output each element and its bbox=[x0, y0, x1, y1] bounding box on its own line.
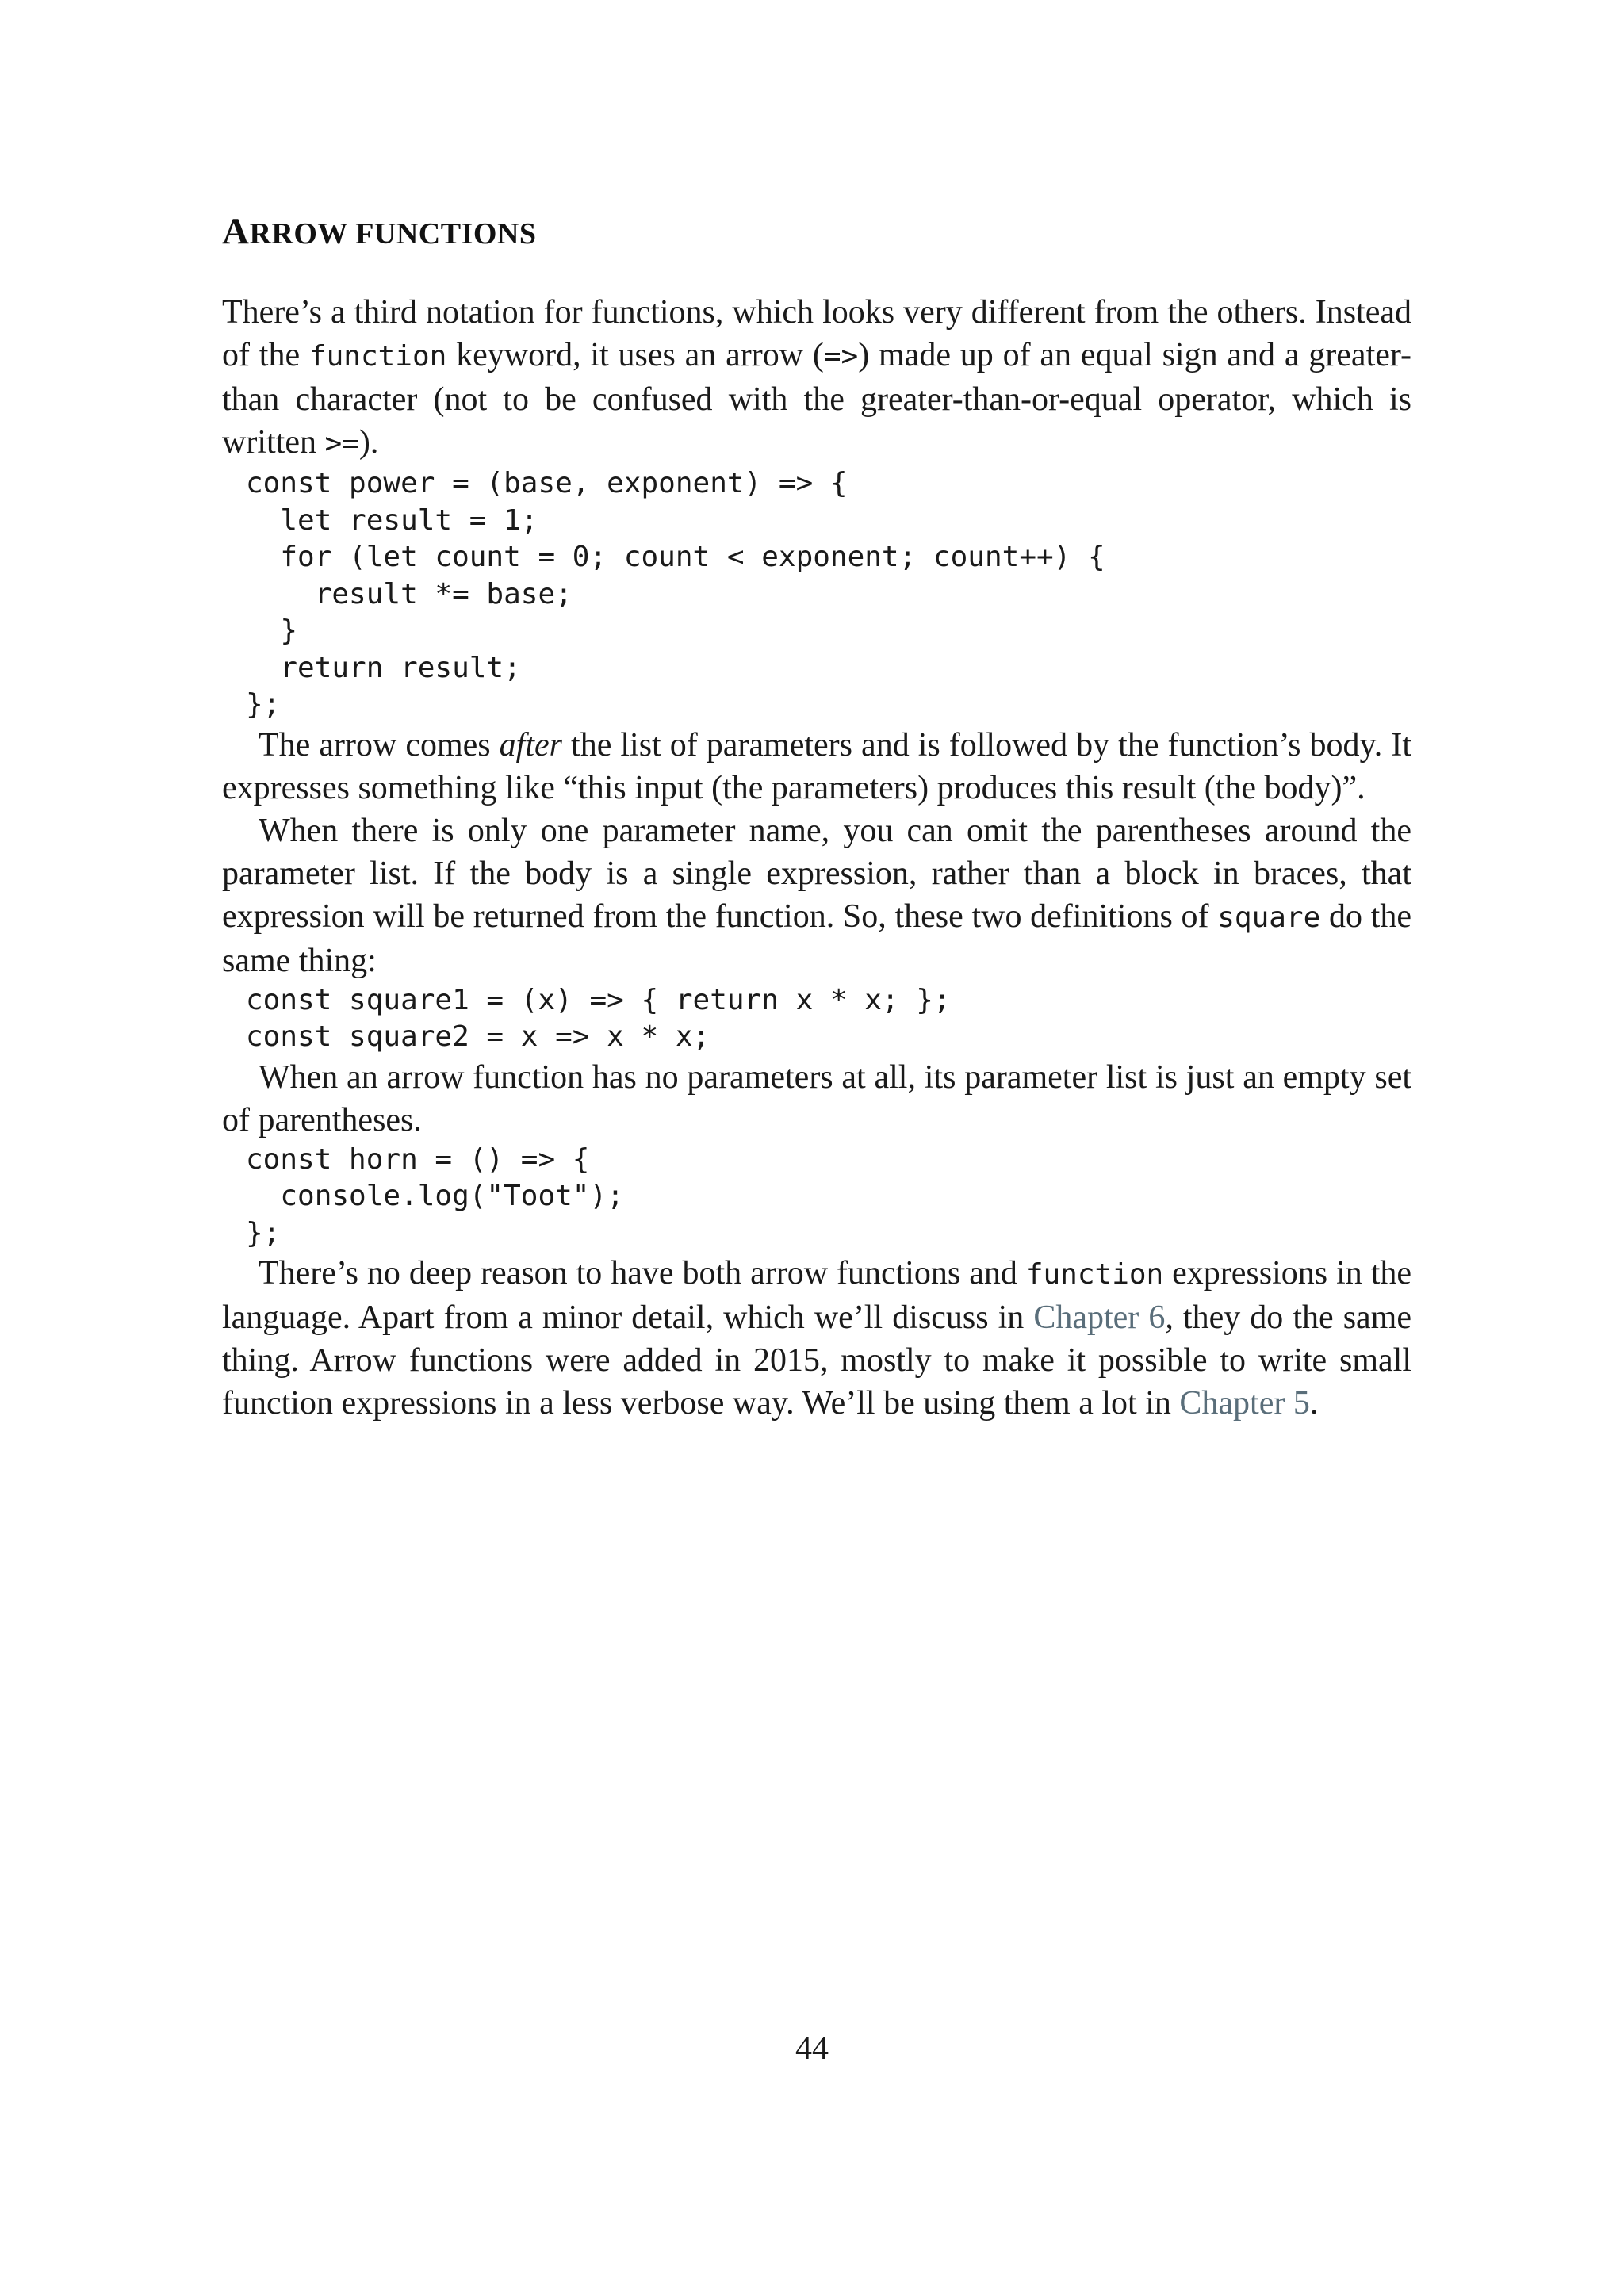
text-run: ) made up of an equal sign and a greater-than character (not to be confused with the greater-than-or-equal operator, which is written bbox=[222, 337, 1412, 461]
text-run: ). bbox=[358, 424, 379, 461]
code-block-horn: const horn = () => { console.log("Toot"); }; bbox=[246, 1142, 624, 1249]
text-run: When an arrow function has no parameters at all, its parameter list is just an empty set of parentheses. bbox=[222, 1058, 1411, 1138]
code-block-power: const power = (base, exponent) => { let result = 1; for (let count = 0; count < exponent; count++) { result *= base; } return result; }; bbox=[246, 467, 1105, 721]
text-run: There’s a third notation for functions, which looks very different from the others. Instead of the bbox=[222, 294, 1411, 373]
inline-code: square bbox=[1217, 901, 1321, 934]
inline-code: => bbox=[823, 340, 859, 373]
heading-initial: A bbox=[222, 211, 250, 252]
section-heading bbox=[222, 208, 1411, 258]
paragraph-arrow-after bbox=[222, 724, 1411, 809]
paragraph-no-parameters bbox=[222, 1056, 1411, 1142]
text-run: . bbox=[1309, 1385, 1319, 1422]
chapter-5-link[interactable]: Chapter 5 bbox=[1179, 1385, 1310, 1422]
page-number: 44 bbox=[795, 2030, 829, 2067]
chapter-6-link[interactable]: Chapter 6 bbox=[1033, 1299, 1166, 1336]
text-run: expressions in the language. Apart from a minor detail, which we’ll discuss in bbox=[222, 1255, 1412, 1336]
text-run: keyword, it uses an arrow ( bbox=[446, 337, 824, 373]
paragraph-why-both bbox=[222, 1252, 1411, 1425]
inline-code: function bbox=[1025, 1258, 1164, 1291]
code-block-square: const square1 = (x) => { return x * x; }; const square2 = x => x * x; bbox=[246, 983, 951, 1053]
text-run: the list of parameters and is followed by the function’s body. It expresses something like “this input (the parameters) produces this result (the body)”. bbox=[222, 726, 1411, 806]
heading-rest: RROW FUNCTIONS bbox=[249, 217, 537, 251]
inline-code: function bbox=[308, 340, 447, 373]
text-run: There’s no deep reason to have both arrow functions and bbox=[259, 1255, 1026, 1292]
text-run: do the same thing: bbox=[222, 897, 1411, 979]
text-run: , they do the same thing. Arrow functions were added in 2015, mostly to make it possible to write small function expressions in a less verbose way. We’ll be using them a lot in bbox=[222, 1299, 1411, 1422]
text-run: The arrow comes bbox=[259, 726, 500, 763]
page-body bbox=[222, 208, 1411, 1425]
text-run: When there is only one parameter name, you can omit the parentheses around the parameter list. If the body is a single expression, rather than a block in braces, that expression will be returned from the function. So, these two definitions of bbox=[222, 812, 1411, 935]
emphasis-text: after bbox=[499, 726, 562, 763]
paragraph-intro bbox=[222, 291, 1411, 465]
inline-code: >= bbox=[324, 427, 359, 460]
paragraph-single-parameter bbox=[222, 809, 1411, 982]
